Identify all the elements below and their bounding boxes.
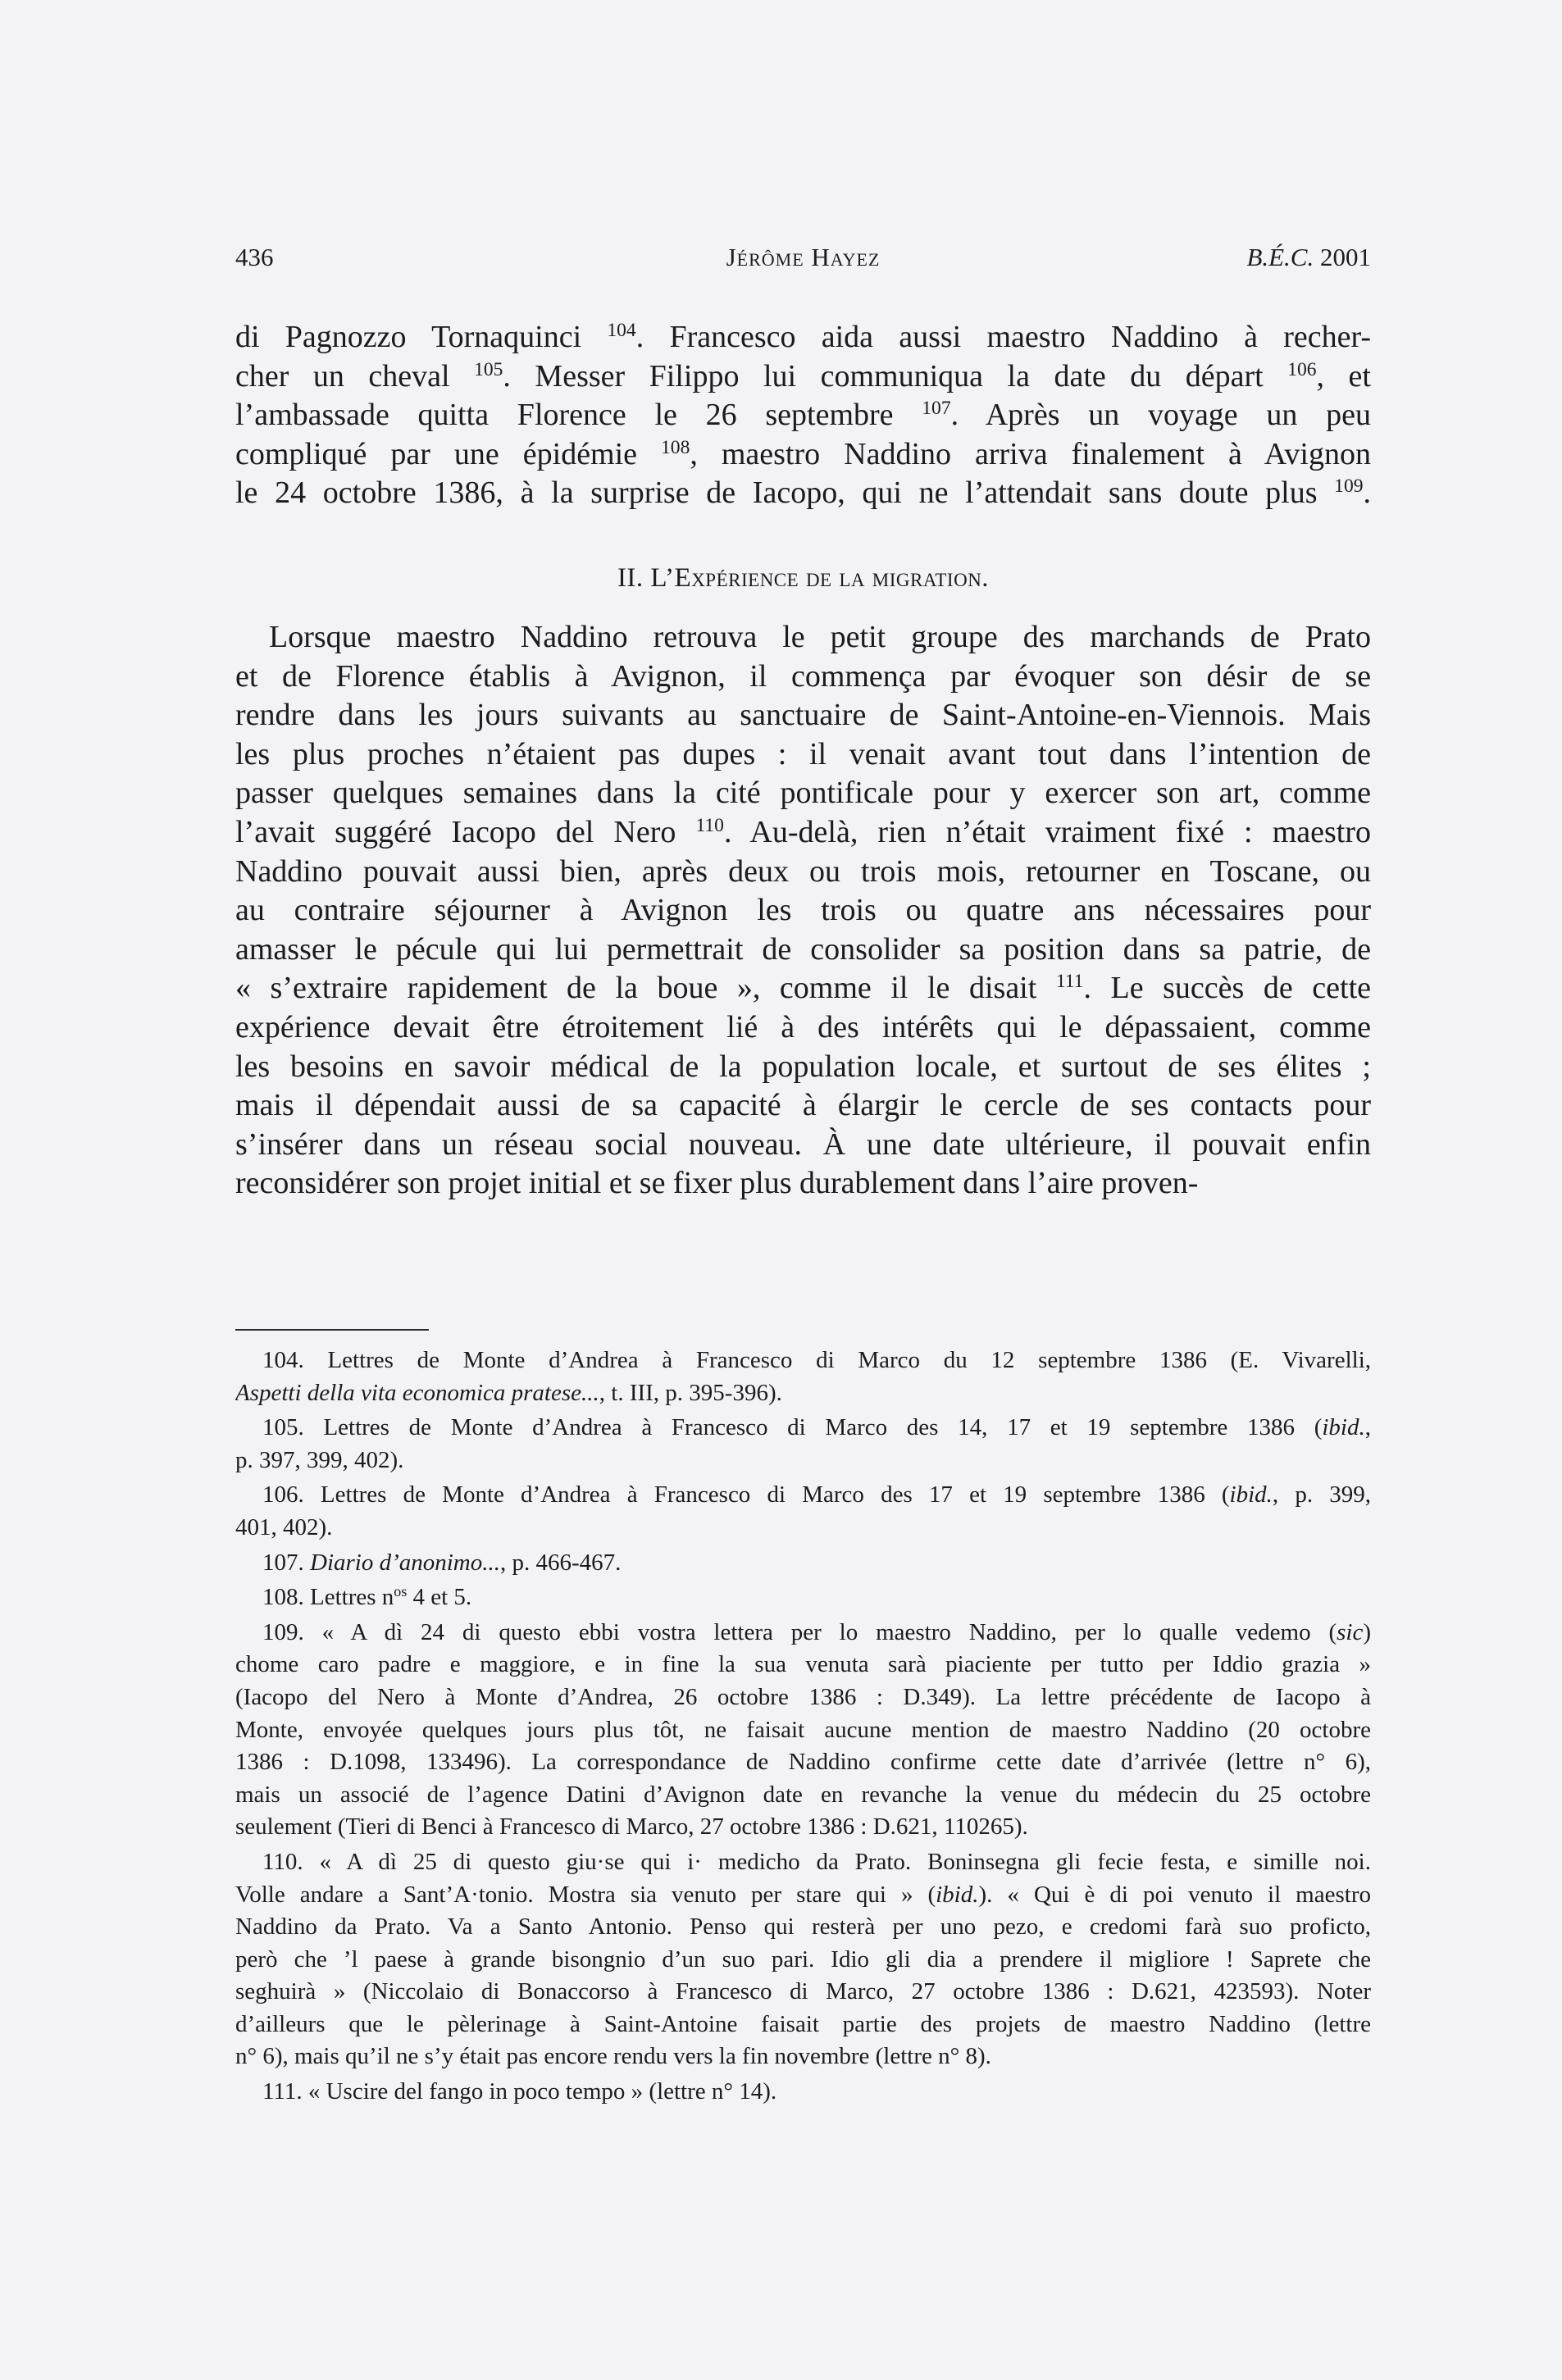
- footnote-ref: 105: [474, 358, 503, 380]
- text-line: [235, 474, 1371, 513]
- text-line: [235, 1649, 1371, 1681]
- text-segment: seghuirà » (Niccolaio di Bonaccorso à Francesco di Marco, 27 octobre 1386 : D.621, 423593). Noter: [235, 1978, 1371, 2005]
- footnote-ref: 110: [695, 814, 724, 836]
- text-segment: ,: [1364, 1414, 1371, 1441]
- text-segment: 106. Lettres de Monte d’Andrea à Francesco di Marco des 17 et 19 septembre 1386 (: [262, 1481, 1230, 1509]
- footnote: [235, 1547, 1371, 1580]
- text-segment: le 24 octobre 1386, à la surprise de Iacopo, qui ne l’attendait sans doute plus: [235, 476, 1335, 511]
- text-segment: . Messer Filippo lui communiqua la date du départ: [503, 358, 1288, 394]
- text-segment: rendre dans les jours suivants au sanctuaire de Saint-Antoine-en-Viennois. Mais: [235, 698, 1371, 733]
- text-line: [235, 618, 1371, 658]
- text-line: [235, 396, 1371, 435]
- text-line: [235, 853, 1371, 892]
- text-segment: et de Florence établis à Avignon, il commença par évoquer son désir de se: [235, 658, 1371, 694]
- text-line: [235, 2009, 1371, 2041]
- text-segment: reconsidérer son projet initial et se fixer plus durablement dans l’aire proven-: [235, 1166, 1199, 1201]
- text-line: [235, 1581, 1371, 1614]
- paragraph: [235, 618, 1371, 1204]
- text-segment: l’avait suggéré Iacopo del Nero: [235, 814, 696, 849]
- running-author: Jérôme Hayez: [726, 243, 881, 271]
- text-line: [235, 2041, 1371, 2073]
- text-segment: compliqué par une épidémie: [235, 436, 662, 471]
- text-segment: . Francesco aida aussi maestro Naddino à recher-: [635, 320, 1371, 354]
- text-line: [235, 1412, 1371, 1445]
- text-line: [235, 1976, 1371, 2009]
- footnote: [235, 1345, 1371, 1409]
- text-line: [235, 891, 1371, 931]
- footnote: [235, 1412, 1371, 1477]
- text-segment: , p. 466-467.: [500, 1549, 622, 1576]
- text-line: [235, 1547, 1371, 1580]
- text-line: [235, 969, 1371, 1008]
- text-segment: 4 et 5.: [407, 1584, 472, 1611]
- text-line: [235, 1811, 1371, 1844]
- text-segment: Volle andare a Sant’A·tonio. Mostra sia venuto per stare qui » (: [235, 1881, 936, 1908]
- text-segment: . Le succès de cette: [1083, 971, 1371, 1006]
- text-segment: 107.: [262, 1549, 310, 1576]
- text-segment: di Pagnozzo Tornaquinci: [235, 320, 608, 354]
- italic-text: sic: [1337, 1618, 1364, 1645]
- footnote: [235, 1479, 1371, 1544]
- text-segment: 110. « A dì 25 di questo giu·se qui i· medicho da Prato. Boninsegna gli fecie festa, e simille noi.: [262, 1848, 1371, 1875]
- text-segment: passer quelques semaines dans la cité pontificale pour y exercer son art, comme: [235, 776, 1371, 811]
- text-segment: l’ambassade quitta Florence le 26 septembre: [235, 398, 922, 433]
- text-segment: 111. « Uscire del fango in poco tempo » (lettre n° 14).: [262, 2078, 777, 2105]
- text-segment: (Iacopo del Nero à Monte d’Andrea, 26 octobre 1386 : D.349). La lettre précédente de Iacopo à: [235, 1683, 1371, 1710]
- text-line: [235, 1445, 1371, 1477]
- text-line: [235, 1126, 1371, 1165]
- journal-abbr: B.É.C.: [1246, 243, 1314, 271]
- text-segment: p. 397, 399, 402).: [235, 1446, 404, 1473]
- footnote-gap: [235, 2109, 1371, 2111]
- text-segment: , t. III, p. 395-396).: [599, 1379, 782, 1406]
- text-line: [235, 1617, 1371, 1650]
- text-line: [235, 1944, 1371, 1977]
- text-segment: Naddino da Prato. Va a Santo Antonio. Penso qui resterà per uno pezo, e credomi farà suo proficto,: [235, 1914, 1371, 1941]
- text-segment: 108. Lettres n: [262, 1584, 394, 1611]
- text-line: [235, 2076, 1371, 2109]
- running-header: [235, 243, 1371, 279]
- text-line: [235, 1479, 1371, 1512]
- italic-text: ibid.: [1322, 1414, 1365, 1441]
- text-line: [235, 1681, 1371, 1714]
- journal-reference: [1246, 243, 1371, 272]
- text-line: [235, 318, 1371, 357]
- text-segment: chome caro padre e maggiore, e in fine la sua venuta sarà piaciente per tutto per Iddio grazia »: [235, 1651, 1371, 1678]
- text-line: [235, 1345, 1371, 1377]
- text-line: [235, 1846, 1371, 1879]
- text-line: [235, 1746, 1371, 1779]
- text-segment: d’ailleurs que le pèlerinage à Saint-Antoine faisait partie des projets de maestro Naddino (lettre: [235, 2010, 1371, 2037]
- text-line: [235, 1377, 1371, 1410]
- text-line: [235, 1911, 1371, 1944]
- text-line: [235, 1008, 1371, 1048]
- text-segment: Lorsque maestro Naddino retrouva le petit groupe des marchands de Prato: [269, 619, 1371, 654]
- footnote-ref: 111: [1055, 971, 1084, 993]
- text-line: [235, 357, 1371, 397]
- footnote-ref: 107: [922, 398, 951, 420]
- section-heading: II. L’Expérience de la migration.: [617, 562, 990, 593]
- text-segment: expérience devait être étroitement lié à des intérêts qui le dépassaient, comme: [235, 1009, 1371, 1044]
- text-segment: Naddino pouvait aussi bien, après deux ou trois mois, retourner en Toscane, ou: [235, 853, 1371, 889]
- text-line: [235, 1164, 1371, 1204]
- italic-text: Diario d’anonimo...: [310, 1549, 500, 1576]
- text-segment: les plus proches n’étaient pas dupes : il venait avant tout dans l’intention de: [235, 736, 1371, 771]
- text-segment: . Au-delà, rien n’était vraiment fixé : maestro: [723, 814, 1371, 849]
- text-line: [235, 696, 1371, 735]
- footnote-separator: [235, 1329, 429, 1331]
- text-segment: 401, 402).: [235, 1513, 333, 1540]
- text-segment: cher un cheval: [235, 358, 475, 394]
- footnote-ref: 104: [607, 320, 636, 342]
- text-line: [235, 1879, 1371, 1912]
- text-line: [235, 1086, 1371, 1126]
- text-line: [235, 931, 1371, 970]
- text-segment: , et: [1316, 358, 1371, 394]
- page-number: 436: [235, 243, 274, 271]
- text-segment: mais il dépendait aussi de sa capacité à élargir le cercle de ses contacts pour: [235, 1088, 1371, 1123]
- footnote: [235, 1846, 1371, 2073]
- text-segment: 105. Lettres de Monte d’Andrea à Francesco di Marco des 14, 17 et 19 septembre 1386 (: [262, 1414, 1323, 1441]
- footnotes: [235, 1345, 1371, 2111]
- text-segment: amasser le pécule qui lui permettrait de consolider sa position dans sa patrie, de: [235, 931, 1371, 967]
- text-segment: 104. Lettres de Monte d’Andrea à Francesco di Marco du 12 septembre 1386 (E. Vivarelli,: [262, 1347, 1371, 1373]
- text-line: [235, 658, 1371, 697]
- footnote-ref: 106: [1287, 358, 1317, 380]
- text-segment: s’insérer dans un réseau social nouveau. À une date ultérieure, il pouvait enfin: [235, 1126, 1371, 1162]
- footnote-ref: 108: [661, 436, 690, 458]
- text-segment: n° 6), mais qu’il ne s’y était pas encore rendu vers la fin novembre (lettre n° 8).: [235, 2043, 991, 2070]
- italic-text: Aspetti della vita economica pratese...: [235, 1379, 599, 1406]
- text-line: [235, 1512, 1371, 1545]
- text-segment: però che ’l paese à grande bisongnio d’un suo pari. Idio gli dia a prendere il migliore ! Saprete che: [235, 1945, 1371, 1973]
- text-segment: mais un associé de l’agence Datini d’Avignon date en revanche la venue du médecin du 25 octobre: [235, 1781, 1371, 1808]
- italic-text: ibid.: [1229, 1481, 1273, 1509]
- text-segment: Monte, envoyée quelques jours plus tôt, ne faisait aucune mention de maestro Naddino (20 octobre: [235, 1716, 1371, 1743]
- text-line: [235, 435, 1371, 475]
- text-line: [235, 1714, 1371, 1747]
- text-segment: 1386 : D.1098, 133496). La correspondance de Naddino confirme cette date d’arrivée (lettre n° 6),: [235, 1749, 1371, 1776]
- text-segment: , p. 399,: [1272, 1481, 1371, 1509]
- main-text: [235, 318, 1371, 1204]
- text-line: [235, 1048, 1371, 1087]
- text-segment: ). « Qui è di poi venuto il maestro: [978, 1881, 1371, 1908]
- text-segment: 109. « A dì 24 di questo ebbi vostra lettera per lo maestro Naddino, per lo qualle vedemo (: [262, 1618, 1337, 1645]
- text-line: [235, 774, 1371, 813]
- paragraph: [235, 318, 1371, 513]
- text-line: [235, 813, 1371, 853]
- text-segment: .: [1363, 476, 1371, 511]
- text-segment: ): [1363, 1618, 1371, 1645]
- text-segment: seulement (Tieri di Benci à Francesco di Marco, 27 octobre 1386 : D.621, 110265).: [235, 1813, 1028, 1841]
- text-line: [235, 735, 1371, 775]
- footnote: [235, 1617, 1371, 1844]
- text-segment: les besoins en savoir médical de la population locale, et surtout de ses élites ;: [235, 1049, 1371, 1084]
- footnote: [235, 2076, 1371, 2109]
- journal-year: 2001: [1320, 243, 1371, 271]
- footnote-ref: 109: [1334, 476, 1364, 498]
- footnote-ref: os: [394, 1583, 408, 1600]
- text-segment: au contraire séjourner à Avignon les trois ou quatre ans nécessaires pour: [235, 893, 1371, 928]
- footnote: [235, 1581, 1371, 1614]
- italic-text: ibid.: [936, 1881, 979, 1908]
- text-line: [235, 1779, 1371, 1812]
- text-segment: . Après un voyage un peu: [950, 398, 1371, 433]
- text-segment: , maestro Naddino arriva finalement à Avignon: [690, 436, 1371, 471]
- text-segment: « s’extraire rapidement de la boue », comme il le disait: [235, 971, 1056, 1006]
